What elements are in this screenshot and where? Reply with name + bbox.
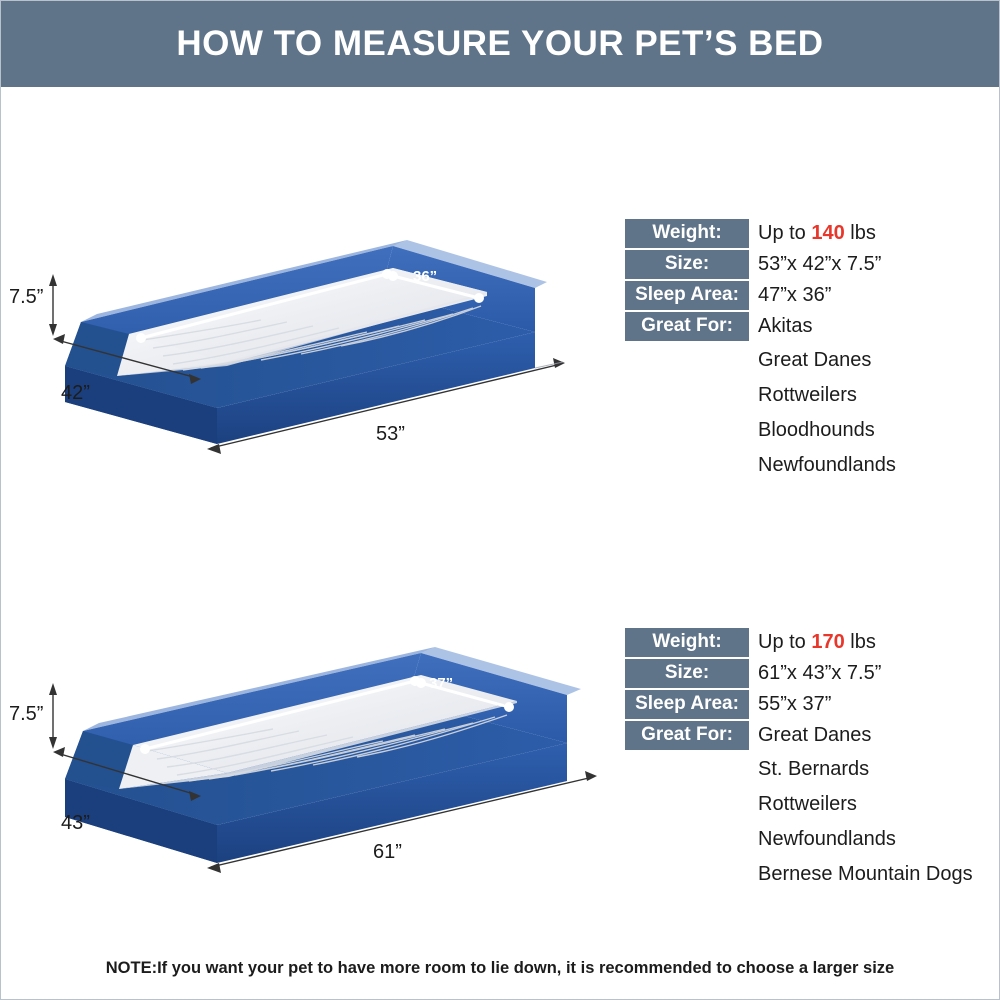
list-item: Newfoundlands bbox=[758, 454, 896, 476]
page-header bbox=[1, 1, 999, 87]
spec-row-weight bbox=[625, 219, 995, 248]
spec-value-size: 61”x 43”x 7.5” bbox=[758, 662, 882, 684]
spec-value-weight bbox=[749, 219, 876, 248]
list-item: Rottweilers bbox=[758, 793, 857, 815]
spec-row-weight bbox=[625, 628, 995, 657]
weight-value: 170 bbox=[811, 631, 845, 653]
bed-large-spec-table bbox=[625, 219, 995, 483]
spec-row-great-for bbox=[625, 721, 995, 750]
spec-value-breed-0: Great Danes bbox=[758, 724, 872, 746]
bed-large-sleep-depth-label: 36” bbox=[413, 268, 438, 285]
list-item: Bloodhounds bbox=[758, 419, 875, 441]
spec-row-great-for bbox=[625, 312, 995, 341]
bed-xlarge-illustration bbox=[21, 621, 621, 901]
spec-row-sleep-area bbox=[625, 690, 995, 719]
weight-prefix: Up to bbox=[758, 222, 812, 244]
spec-value-breed-0: Akitas bbox=[758, 315, 813, 337]
page-title: HOW TO MEASURE YOUR PET’S BED bbox=[176, 24, 824, 63]
weight-value: 140 bbox=[811, 222, 845, 244]
bed-large-width-label: 53” bbox=[376, 423, 405, 445]
list-item: Newfoundlands bbox=[758, 828, 896, 850]
spec-row-size bbox=[625, 659, 995, 688]
bed-xlarge-depth-label: 43” bbox=[61, 812, 90, 834]
spec-row-sleep-area bbox=[625, 281, 995, 310]
list-item: St. Bernards bbox=[758, 758, 870, 780]
spec-label-weight: Weight: bbox=[625, 219, 749, 248]
bed-large-breed-list bbox=[749, 343, 995, 483]
bed-large-depth-label: 42” bbox=[61, 382, 90, 404]
spec-label-weight: Weight: bbox=[625, 628, 749, 657]
list-item: Great Danes bbox=[758, 349, 872, 371]
list-item: Rottweilers bbox=[758, 384, 857, 406]
bed-large-svg bbox=[21, 216, 601, 476]
bed-xlarge-sleep-width-label: 55” bbox=[245, 665, 270, 682]
spec-label-size: Size: bbox=[625, 250, 749, 279]
spec-label-sleep-area: Sleep Area: bbox=[625, 281, 749, 310]
bed-xlarge-height-label: 7.5” bbox=[9, 703, 44, 725]
spec-label-sleep-area: Sleep Area: bbox=[625, 690, 749, 719]
bed-xlarge-svg bbox=[21, 621, 621, 901]
spec-label-size: Size: bbox=[625, 659, 749, 688]
bed-xlarge-width-label: 61” bbox=[373, 841, 402, 863]
spec-label-great-for: Great For: bbox=[625, 312, 749, 341]
bed-xlarge-breed-list bbox=[749, 752, 995, 892]
weight-prefix: Up to bbox=[758, 631, 812, 653]
list-item: Bernese Mountain Dogs bbox=[758, 863, 973, 885]
spec-row-size bbox=[625, 250, 995, 279]
bed-large-height-label: 7.5” bbox=[9, 286, 44, 308]
spec-value-size: 53”x 42”x 7.5” bbox=[758, 253, 882, 275]
footer-note: NOTE:If you want your pet to have more room to lie down, it is recommended to choose a larger size bbox=[105, 959, 895, 977]
bed-large-sleep-width-label: 47” bbox=[233, 257, 258, 274]
bed-large-illustration bbox=[21, 216, 601, 476]
bed-xlarge-spec-table bbox=[625, 628, 995, 892]
spec-value-weight bbox=[749, 628, 876, 657]
bed-xlarge-sleep-depth-label: 37” bbox=[429, 675, 454, 692]
weight-suffix: lbs bbox=[844, 222, 876, 244]
spec-label-great-for: Great For: bbox=[625, 721, 749, 750]
weight-suffix: lbs bbox=[844, 631, 876, 653]
spec-value-sleep-area: 55”x 37” bbox=[758, 693, 832, 715]
spec-value-sleep-area: 47”x 36” bbox=[758, 284, 832, 306]
